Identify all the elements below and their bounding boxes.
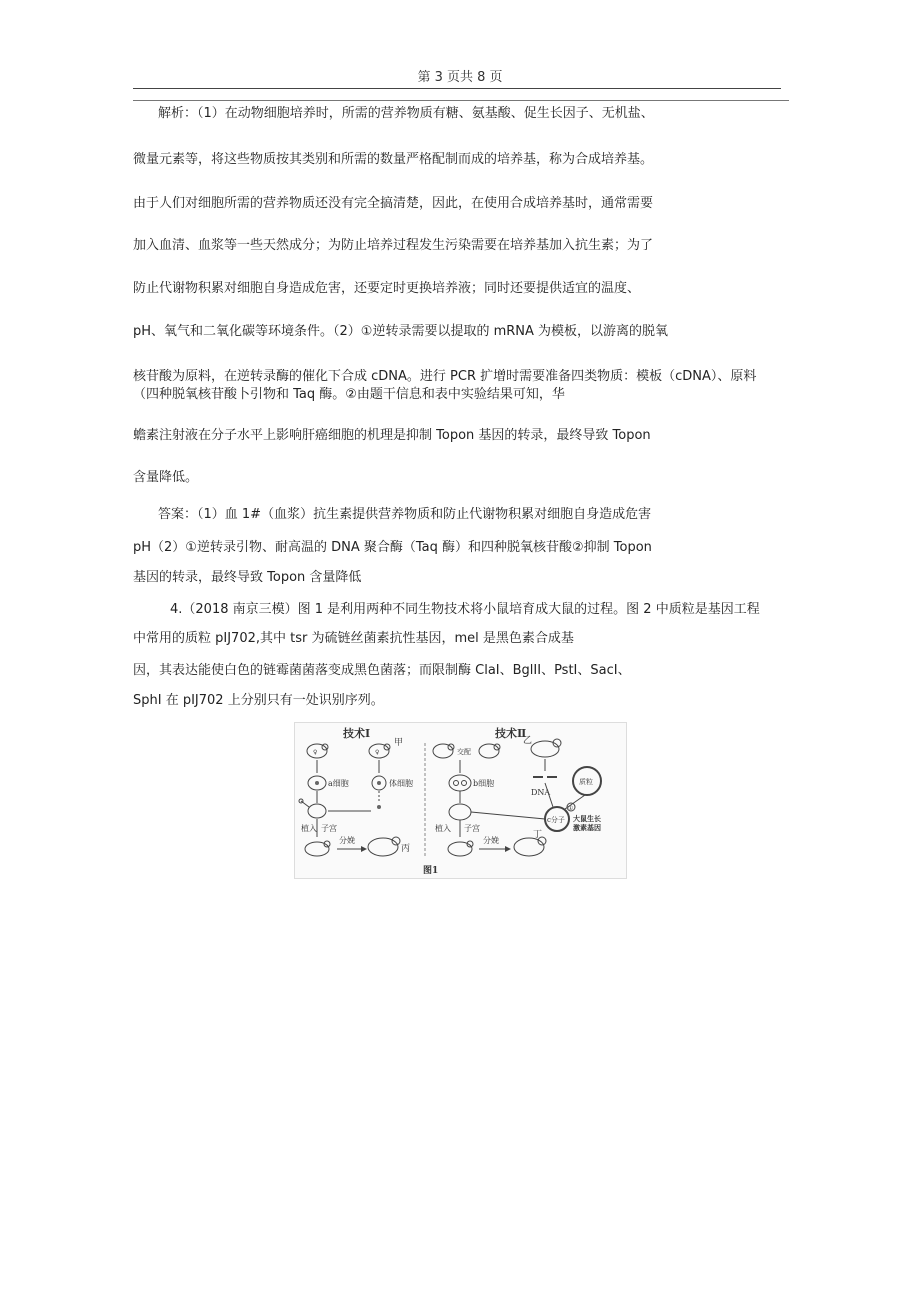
mouse-icon [305,841,330,856]
figure-caption: 图1 [423,866,439,876]
analysis-line-3: 由于人们对细胞所需的营养物质还没有完全搞清楚，因此，在使用合成培养基时，通常需要 [133,196,654,211]
label-bing: 丙 [401,844,411,854]
answer-line-3: 基因的转录，最终导致 Topon 含量降低 [133,570,362,585]
question-4-line-2: 中常用的质粒 pIJ702,其中 tsr 为硫链丝菌素抗性基因，mel 是黑色素合成基 [133,631,574,646]
label-uterus-2: 子宫 [464,824,480,833]
label-plasmid: 质粒 [579,778,593,786]
svg-text:♀: ♀ [375,749,380,756]
fertilized-egg-icon [449,804,471,820]
figure-1-diagram [294,722,627,879]
label-gh-gene-line-2: 激素基因 [573,823,601,832]
analysis-line-1: 解析：（1）在动物细胞培养时，所需的营养物质有糖、氨基酸、促生长因子、无机盐、 [158,106,654,121]
analysis-line-9: 含量降低。 [133,470,199,485]
tech-2-title: 技术Ⅱ [495,727,527,740]
analysis-line-6: pH、氧气和二氧化碳等环境条件。（2）①逆转录需要以提取的 mRNA 为模板，以游离的脱氧 [133,324,669,339]
mouse-icon [448,841,473,856]
question-4-line-3: 因，其表达能使白色的链霉菌菌落变成黑色菌落；而限制酶 ClaI、BglII、PstI、SacI、 [133,663,631,678]
analysis-line-7: 核苷酸为原料，在逆转录酶的催化下合成 cDNA。进行 PCR 扩增时需要准备四类物质：模板（cDNA）、原料（四种脱氧核苷酸卜引物和 Taq 酶。②由题干信息和表中实验结果可知，华 [133,369,757,402]
label-yi: 乙 [523,736,533,746]
question-4-line-1: 4.（2018 南京三模）图 1 是利用两种不同生物技术将小鼠培育成大鼠的过程。图 2 中质粒是基因工程 [170,602,760,617]
reconstructed-cell-icon [308,804,326,818]
label-implant-1: 植入 [301,824,317,833]
label-delivery-1: 分娩 [339,836,355,845]
page-header: 第 3 页共 8 页 [417,70,503,85]
label-ding: 丁 [533,830,543,840]
mouse-icon [307,744,328,758]
label-b-cell: b细胞 [473,779,495,788]
label-delivery-2: 分娩 [483,836,499,845]
question-4-line-4: SphI 在 pIJ702 上分别只有一处识别序列。 [133,693,384,708]
label-uterus-1: 子宫 [321,824,337,833]
analysis-line-8: 蟾素注射液在分子水平上影响肝癌细胞的机理是抑制 Topon 基因的转录，最终导致 Topon [133,428,651,443]
label-somatic-cell: 体细胞 [389,779,413,788]
label-dna: DNA [531,788,551,797]
svg-text:♀: ♀ [313,749,318,756]
header-rule-secondary [133,100,789,101]
answer-line-1: 答案：（1）血 1#（血浆）抗生素提供营养物质和防止代谢物积累对细胞自身造成危害 [158,507,652,522]
label-c-molecule: c分子 [547,816,565,824]
label-step-one: ① [568,805,574,812]
answer-line-2: pH（2）①逆转录引物、耐高温的 DNA 聚合酶（Taq 酶）和四种脱氧核苷酸②抑制 Topon [133,540,652,555]
analysis-line-4: 加入血清、血浆等一些天然成分；为防止培养过程发生污染需要在培养基加入抗生素；为了 [133,238,654,253]
analysis-line-2: 微量元素等，将这些物质按其类别和所需的数量严格配制而成的培养基，称为合成培养基。 [133,152,654,167]
injection-needle-icon [471,812,545,819]
label-gh-gene-line-1: 大鼠生长 [573,814,601,823]
mouse-icon [479,744,500,758]
rat-icon [531,739,561,757]
mouse-icon [433,744,454,758]
label-a-cell: a细胞 [328,779,349,788]
tech-1-title: 技术Ⅰ [343,727,371,740]
mouse-icon [369,744,390,758]
rat-icon [368,837,400,856]
b-cell-icon [449,775,471,791]
label-jia: 甲 [394,738,404,748]
analysis-line-5: 防止代谢物积累对细胞自身造成危害，还要定时更换培养液；同时还要提供适宜的温度、 [133,281,641,296]
label-implant-2: 植入 [435,824,451,833]
label-mating: 交配 [457,748,471,756]
header-rule [133,88,781,89]
